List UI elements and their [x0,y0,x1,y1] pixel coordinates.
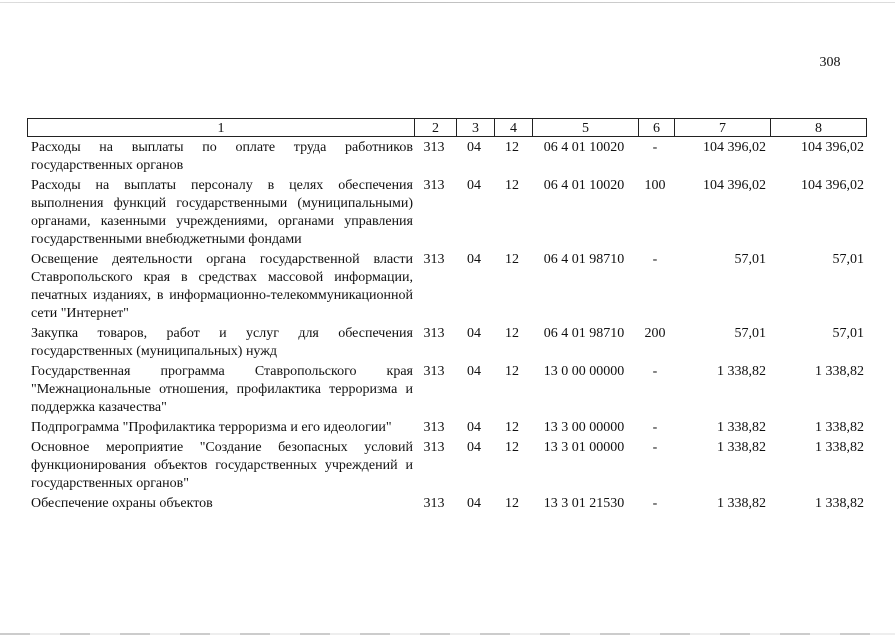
row-sum-2: 1 338,82 [815,496,864,511]
row-vr: - [652,364,658,379]
table-row [27,419,865,437]
row-pr: 12 [505,252,519,267]
row-name: Расходы на выплаты персоналу в целях обеспечения выполнения функций государственными (муниципальными) органами, казенными учреждениями, органами управления государственными внебюджетными фондами [31,178,413,247]
row-rz: 04 [467,326,481,341]
row-csr: 06 4 01 98710 [543,252,625,267]
table-row [27,177,865,249]
row-csr: 06 4 01 10020 [543,178,625,193]
row-sum-1: 104 396,02 [703,140,766,155]
row-rz: 04 [467,140,481,155]
row-name: Освещение деятельности органа государственной власти Ставропольского края в средствах массовой информации, печатных изданиях, в информационно-телекоммуникационной сети "Интернет" [31,252,413,321]
row-vr: 100 [644,178,666,193]
row-name: Государственная программа Ставропольского края "Межнациональные отношения, профилактика терроризма и поддержка казачества" [31,364,413,415]
row-pr: 12 [505,140,519,155]
row-name: Подпрограмма "Профилактика терроризма и его идеологии" [31,420,392,435]
row-vr: - [652,140,658,155]
table-header [27,118,867,137]
row-csr: 06 4 01 98710 [543,326,625,341]
row-name: Обеспечение охраны объектов [31,496,213,511]
row-name: Закупка товаров, работ и услуг для обеспечения государственных (муниципальных) нужд [31,326,413,359]
row-ved: 313 [423,140,445,155]
header-col-3: 3 [456,119,494,136]
row-pr: 12 [505,496,519,511]
table-body [27,139,865,515]
table-row [27,363,865,417]
row-rz: 04 [467,440,481,455]
row-csr: 13 3 01 21530 [543,496,625,511]
row-csr: 13 3 00 00000 [543,420,625,435]
row-vr: - [652,496,658,511]
row-name: Расходы на выплаты по оплате труда работников государственных органов [31,140,413,173]
page-number: 308 [819,55,841,70]
header-col-7: 7 [674,119,770,136]
row-vr: - [652,420,658,435]
row-rz: 04 [467,496,481,511]
row-rz: 04 [467,364,481,379]
row-pr: 12 [505,364,519,379]
row-sum-1: 57,01 [734,252,766,267]
header-col-2: 2 [414,119,456,136]
row-sum-1: 1 338,82 [717,420,766,435]
row-csr: 13 0 00 00000 [543,364,625,379]
row-sum-1: 1 338,82 [717,440,766,455]
row-vr: - [652,252,658,267]
header-col-1: 1 [217,121,225,136]
row-pr: 12 [505,178,519,193]
scan-bottom-edge [0,633,895,635]
row-sum-1: 1 338,82 [717,496,766,511]
row-ved: 313 [423,496,445,511]
row-vr: 200 [644,326,666,341]
row-sum-2: 104 396,02 [801,178,864,193]
table-row [27,325,865,361]
row-sum-1: 57,01 [734,326,766,341]
row-sum-2: 1 338,82 [815,440,864,455]
row-sum-2: 57,01 [832,252,864,267]
row-csr: 06 4 01 10020 [543,140,625,155]
header-col-8: 8 [770,119,866,136]
row-rz: 04 [467,252,481,267]
row-name: Основное мероприятие "Создание безопасных условий функционирования объектов государственных учреждений и государственных органов" [31,440,413,491]
header-col-4: 4 [494,119,532,136]
row-rz: 04 [467,420,481,435]
row-pr: 12 [505,326,519,341]
row-ved: 313 [423,364,445,379]
header-col-6: 6 [638,119,674,136]
row-ved: 313 [423,326,445,341]
row-ved: 313 [423,420,445,435]
scan-top-edge [0,2,895,3]
table-row [27,251,865,323]
row-sum-2: 104 396,02 [801,140,864,155]
row-ved: 313 [423,440,445,455]
table-row [27,139,865,175]
header-col-5: 5 [532,119,638,136]
row-sum-2: 1 338,82 [815,364,864,379]
table-row [27,439,865,493]
row-ved: 313 [423,178,445,193]
row-vr: - [652,440,658,455]
row-pr: 12 [505,420,519,435]
row-csr: 13 3 01 00000 [543,440,625,455]
row-sum-2: 57,01 [832,326,864,341]
row-sum-1: 104 396,02 [703,178,766,193]
table-row [27,495,865,513]
row-pr: 12 [505,440,519,455]
row-sum-2: 1 338,82 [815,420,864,435]
row-ved: 313 [423,252,445,267]
row-rz: 04 [467,178,481,193]
row-sum-1: 1 338,82 [717,364,766,379]
